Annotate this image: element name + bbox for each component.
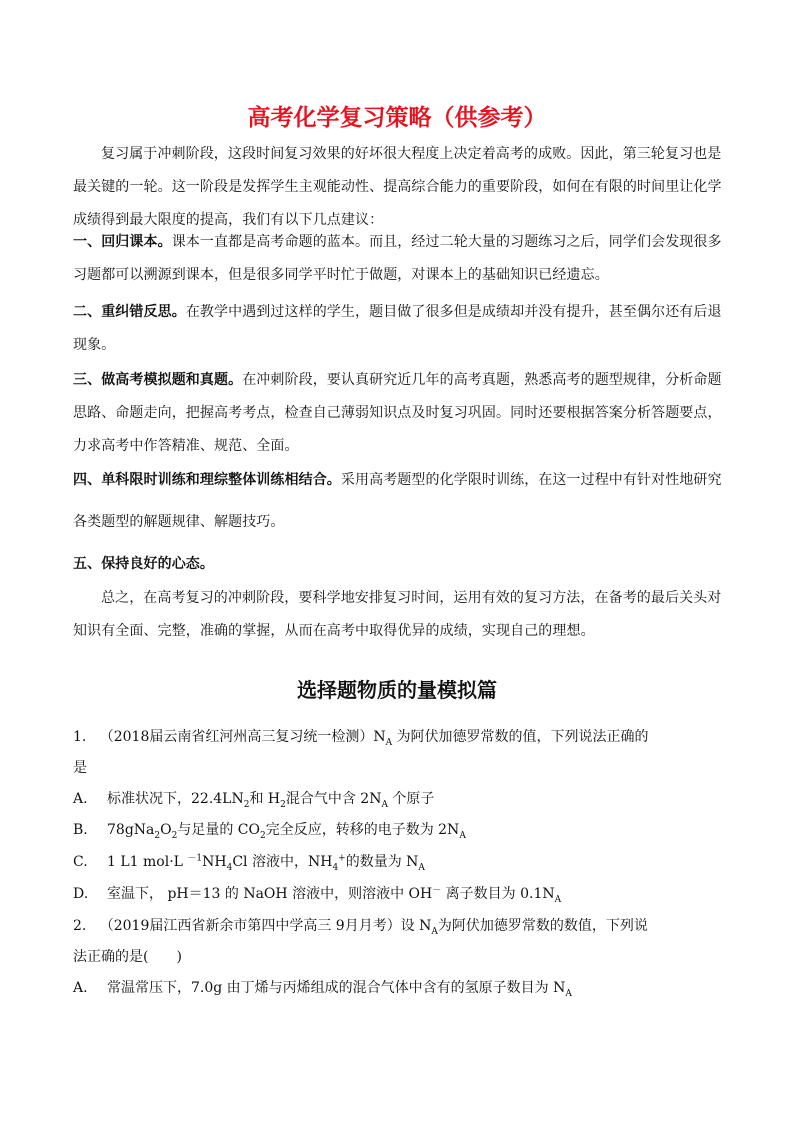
question-2-stem: 2. （2019届江西省新余市第四中学高三 9月月考）设 $N_A$为阿伏加德罗常数的数值，下列说 法正确的是( ) [73,918,648,965]
option-label: A. [73,791,88,807]
tip-4 [73,464,723,497]
tip-1-body: 课本一直都是高考命题的蓝本。而且，经过二轮大量的习题练习之后，同学们会发现很多习题都可以溯源到课本，但是很多同学平时忙于做题，对课本上的基础知识已经遗忘。 [73,234,722,283]
conclusion-paragraph: 总之，在高考复习的冲刺阶段，要科学地安排复习时间，运用有效的复习方法，在备考的最后关头对知识有全面、完整，准确的掌握，从而在高考中取得优异的成绩，实现自己的理想。 [73,590,722,639]
tip-3 [73,364,723,463]
tip-1-heading: 一、回归课本。 [73,234,172,250]
question-2-stem-end: 法正确的是( ) [73,949,182,965]
question-1-option-d[interactable]: D. 室温下， pH＝13 的 NaOH 溶液中，则溶液中 OH－ 离子数目为 $0.1N_A$ [73,879,723,910]
question-2-stem-text: 为阿伏加德罗常数的数值，下列说 [437,918,648,934]
tip-3-heading: 三、做高考模拟题和真题。 [73,372,243,388]
tip-5-heading: 五、保持良好的心态。 [73,556,214,572]
section-title: 选择题物质的量模拟篇 [297,678,497,702]
question-1-number: 1. [73,729,87,745]
question-2-number: 2. [73,918,87,934]
tip-4-body-continued: 各类题型的解题规律、解题技巧。 [73,514,285,530]
tip-2-body: 在教学中遇到过这样的学生，题目做了很多但是成绩却并没有提升，甚至偶尔还有后退现象。 [73,304,722,353]
question-1-option-a[interactable]: A. 标准状况下，$22.4LN_2$和 $H_2$混合气中含 $2N_A$ 个原子 [73,784,723,815]
tip-4-continued [73,506,723,539]
tip-2 [73,296,723,362]
tip-4-heading: 四、单科限时训练和理综整体训练相结合。 [73,472,341,488]
question-1-option-c[interactable]: C. 1 L1 mol·L $^{-1}NH_4Cl$ 溶液中，$NH_4^+$的数量为 $N_A$ [73,847,723,878]
tip-3-body: 在冲刺阶段，要认真研究近几年的高考真题，熟悉高考的题型规律，分析命题思路、命题走向，把握高考考点，检查自己薄弱知识点及时复习巩固。同时还要根据答案分析答题要点，力求高考中作答精准、规范、全面。 [73,372,722,454]
question-1-option-b[interactable]: B. $78gNa_2O_2$与足量的 $CO_2$完全反应，转移的电子数为 $2N_A$ [73,815,723,846]
tip-2-heading: 二、重纠错反思。 [73,304,186,320]
question-1-stem: 1. （2018届云南省红河州高三复习统一检测）$N_A$ 为阿伏加德罗常数的值，下列说法正确的 是 [73,729,649,776]
question-1-stem-end: 是 [73,760,87,776]
option-label: A. [73,980,88,996]
option-label: D. [73,886,89,902]
question-1-source: （2018届云南省红河州高三复习统一检测） [99,729,374,745]
tip-5 [73,548,723,581]
intro-paragraph: 复习属于冲刺阶段，这段时间复习效果的好坏很大程度上决定着高考的成败。因此，第三轮复习也是最关键的一轮。这一阶段是发挥学生主观能动性、提高综合能力的重要阶段，如何在有限的时间里让化学成绩得到最大限度的提高，我们有以下几点建议： [73,146,722,228]
page-title: 高考化学复习策略（供参考） [247,105,547,131]
tip-1 [73,226,723,292]
option-label: B. [73,822,88,838]
tip-4-body: 采用高考题型的化学限时训练，在这一过程中有针对性地研究 [340,472,722,488]
question-2-option-a[interactable]: A. 常温常压下，7.0g 由丁烯与丙烯组成的混合气体中含有的氢原子数目为 $N_A$ [73,973,723,1004]
question-2-source: （2019届江西省新余市第四中学高三 9月月考）设 N [99,918,432,934]
question-1-stem-text: 为阿伏加德罗常数的值，下列说法正确的 [396,729,649,745]
option-label: C. [73,854,88,870]
